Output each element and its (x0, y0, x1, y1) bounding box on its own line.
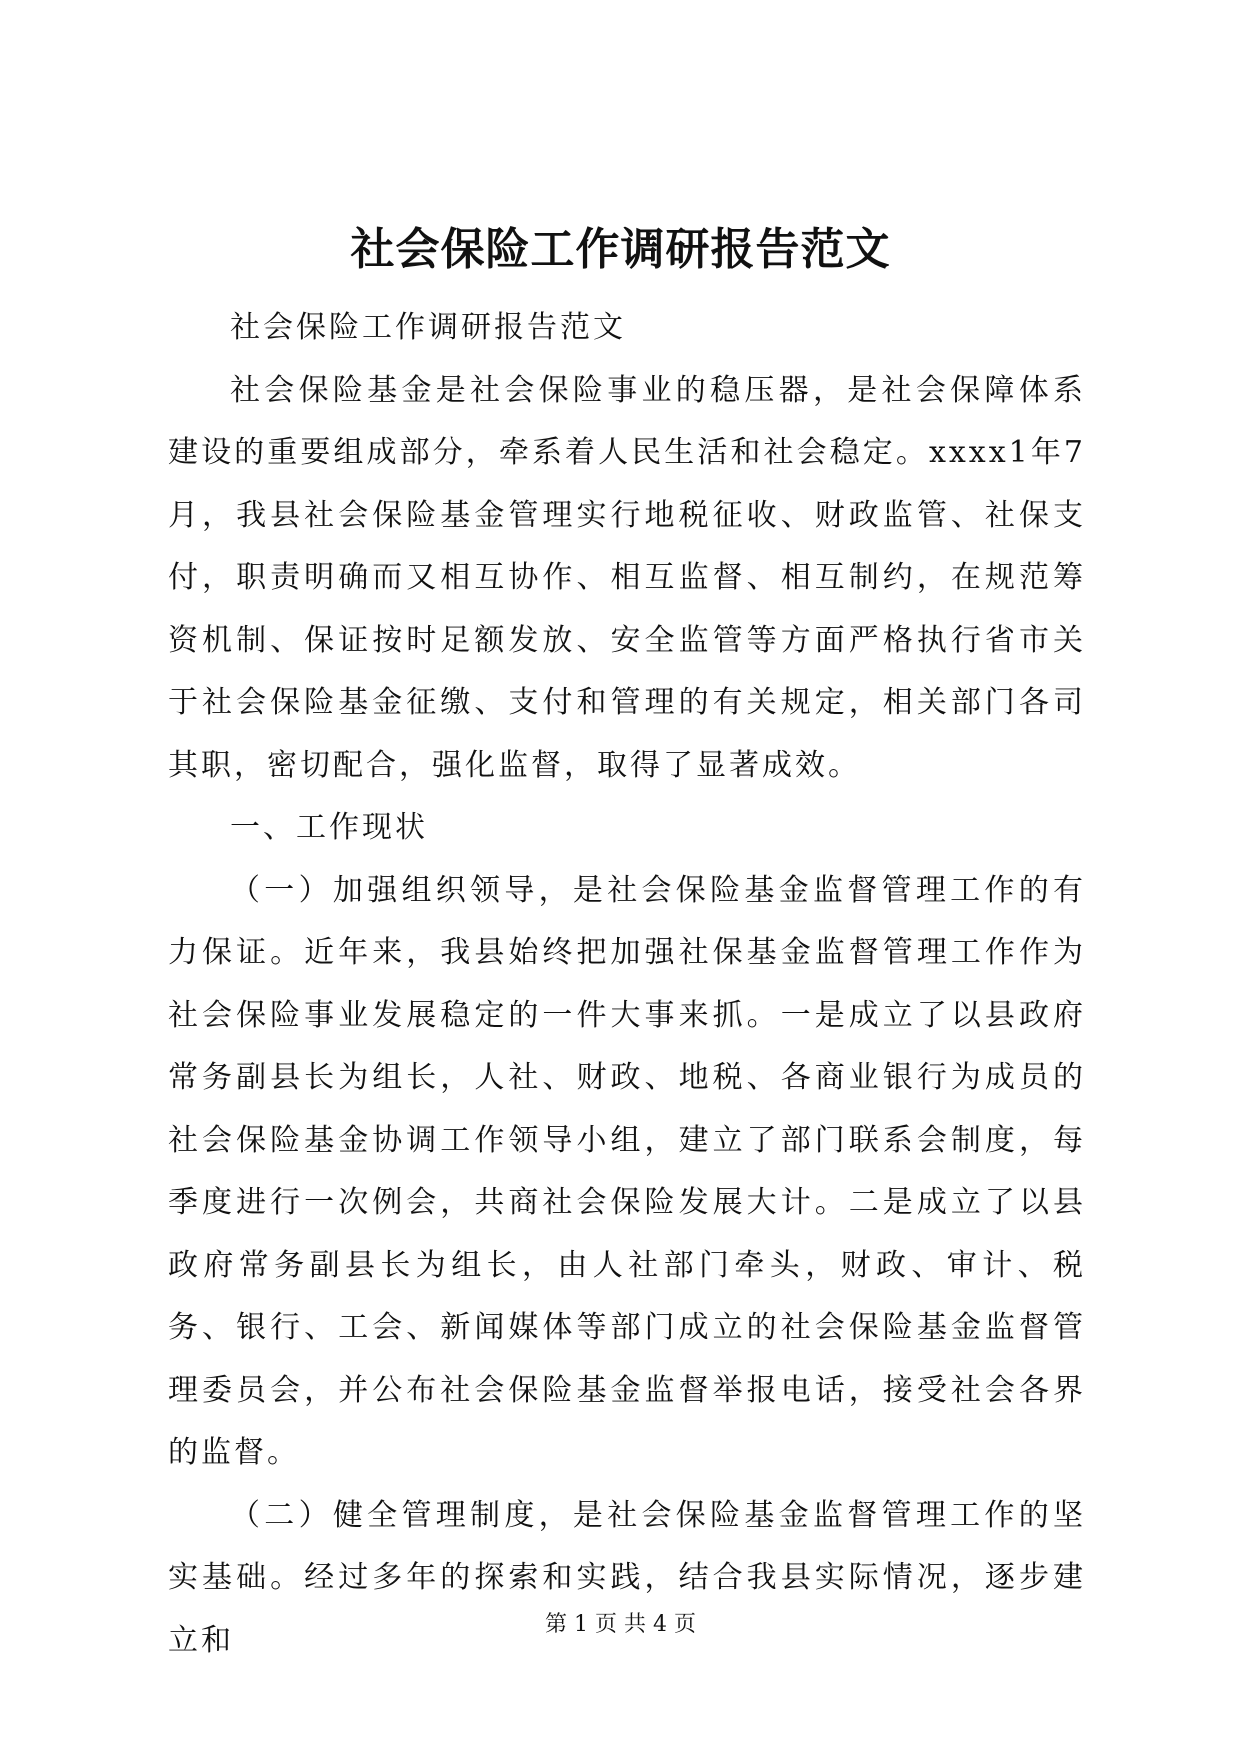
section-heading: 一、工作现状 (230, 810, 428, 845)
paragraph-subtitle: 社会保险工作调研报告范文 (230, 310, 626, 345)
document-title: 社会保险工作调研报告范文 (350, 224, 891, 275)
paragraph-intro: 社会保险基金是社会保险事业的稳压器，是社会保障体系建设的重要组成部分，牵系着人民生活和社会稳定。xxxx1年7月，我县社会保险基金管理实行地税征收、财政监管、社保支付，职责明确而又相互协作、相互监督、相互制约，在规范筹资机制、保证按时足额发放、安全监管等方面严格执行省市关于社会保险基金征缴、支付和管理的有关规定，相关部门各司其职，密切配合，强化监督，取得了显著成效。 (168, 372, 1086, 783)
paragraph-organization: （一）加强组织领导，是社会保险基金监督管理工作的有力保证。近年来，我县始终把加强社保基金监督管理工作作为社会保险事业发展稳定的一件大事来抓。一是成立了以县政府常务副县长为组长，人社、财政、地税、各商业银行为成员的社会保险基金协调工作领导小组，建立了部门联系会制度，每季度进行一次例会，共商社会保险发展大计。二是成立了以县政府常务副县长为组长，由人社部门牵头，财政、审计、税务、银行、工会、新闻媒体等部门成立的社会保险基金监督管理委员会，并公布社会保险基金监督举报电话，接受社会各界的监督。 (168, 872, 1086, 1470)
page-number-footer: 第 1 页 共 4 页 (545, 1612, 696, 1637)
document-body (168, 297, 1086, 1672)
paragraph-management: （二）健全管理制度，是社会保险基金监督管理工作的坚实基础。经过多年的探索和实践，结合我县实际情况，逐步建立和 (168, 1497, 1086, 1658)
